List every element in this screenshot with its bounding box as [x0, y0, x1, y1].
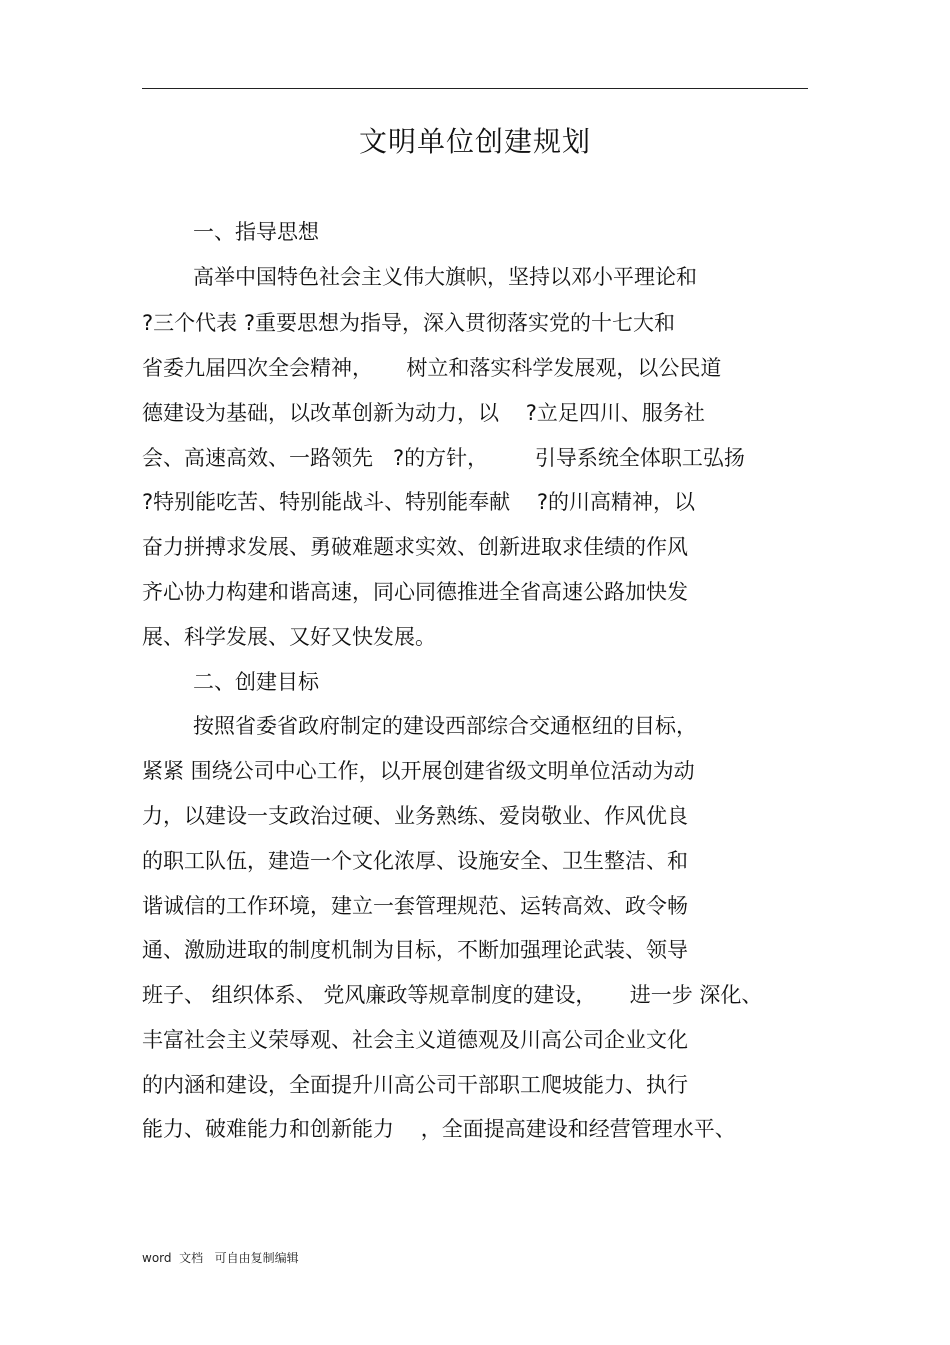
footer-note: word 文档 可自由复制编辑	[142, 1251, 299, 1265]
paragraph-line: 齐心协力构建和谐高速，同心同德推进全省高速公路加快发	[142, 580, 688, 604]
paragraph-line: 展、科学发展、又好又快发展。	[142, 625, 436, 649]
paragraph-line: 紧紧 围绕公司中心工作，以开展创建省级文明单位活动为动	[142, 759, 695, 783]
section-heading-creation-goals: 二、创建目标	[193, 670, 319, 694]
paragraph-line: 德建设为基础，以改革创新为动力，以 ?立足四川、服务社	[142, 401, 705, 425]
paragraph-line: ?三个代表 ?重要思想为指导，深入贯彻落实党的十七大和	[142, 311, 675, 335]
paragraph-line: ?特别能吃苦、特别能战斗、特别能奉献 ?的川高精神，以	[142, 490, 695, 514]
paragraph-line: 奋力拼搏求发展、勇破难题求实效、创新进取求佳绩的作风	[142, 535, 688, 559]
paragraph-line: 高举中国特色社会主义伟大旗帜，坚持以邓小平理论和	[193, 265, 697, 289]
paragraph-line: 谐诚信的工作环境，建立一套管理规范、运转高效、政令畅	[142, 894, 688, 918]
paragraph-line: 丰富社会主义荣辱观、社会主义道德观及川高公司企业文化	[142, 1028, 688, 1052]
paragraph-line: 会、高速高效、一路领先 ?的方针， 引导系统全体职工弘扬	[142, 446, 745, 470]
paragraph-line: 的内涵和建设，全面提升川高公司干部职工爬坡能力、执行	[142, 1073, 688, 1097]
paragraph-line: 通、激励进取的制度机制为目标，不断加强理论武装、领导	[142, 938, 688, 962]
paragraph-line: 班子、 组织体系、 党风廉政等规章制度的建设， 进一步 深化、	[142, 983, 763, 1007]
paragraph-line: 按照省委省政府制定的建设西部综合交通枢纽的目标，	[193, 714, 697, 738]
paragraph-line: 力，以建设一支政治过硬、业务熟练、爱岗敬业、作风优良	[142, 804, 688, 828]
section-heading-guiding-ideology: 一、指导思想	[193, 220, 319, 244]
header-rule	[142, 88, 808, 89]
paragraph-line: 省委九届四次全会精神， 树立和落实科学发展观，以公民道	[142, 356, 722, 380]
paragraph-line: 的职工队伍，建造一个文化浓厚、设施安全、卫生整洁、和	[142, 849, 688, 873]
document-title: 文明单位创建规划	[358, 125, 591, 158]
paragraph-line: 能力、破难能力和创新能力 ，全面提高建设和经营管理水平、	[142, 1117, 736, 1141]
